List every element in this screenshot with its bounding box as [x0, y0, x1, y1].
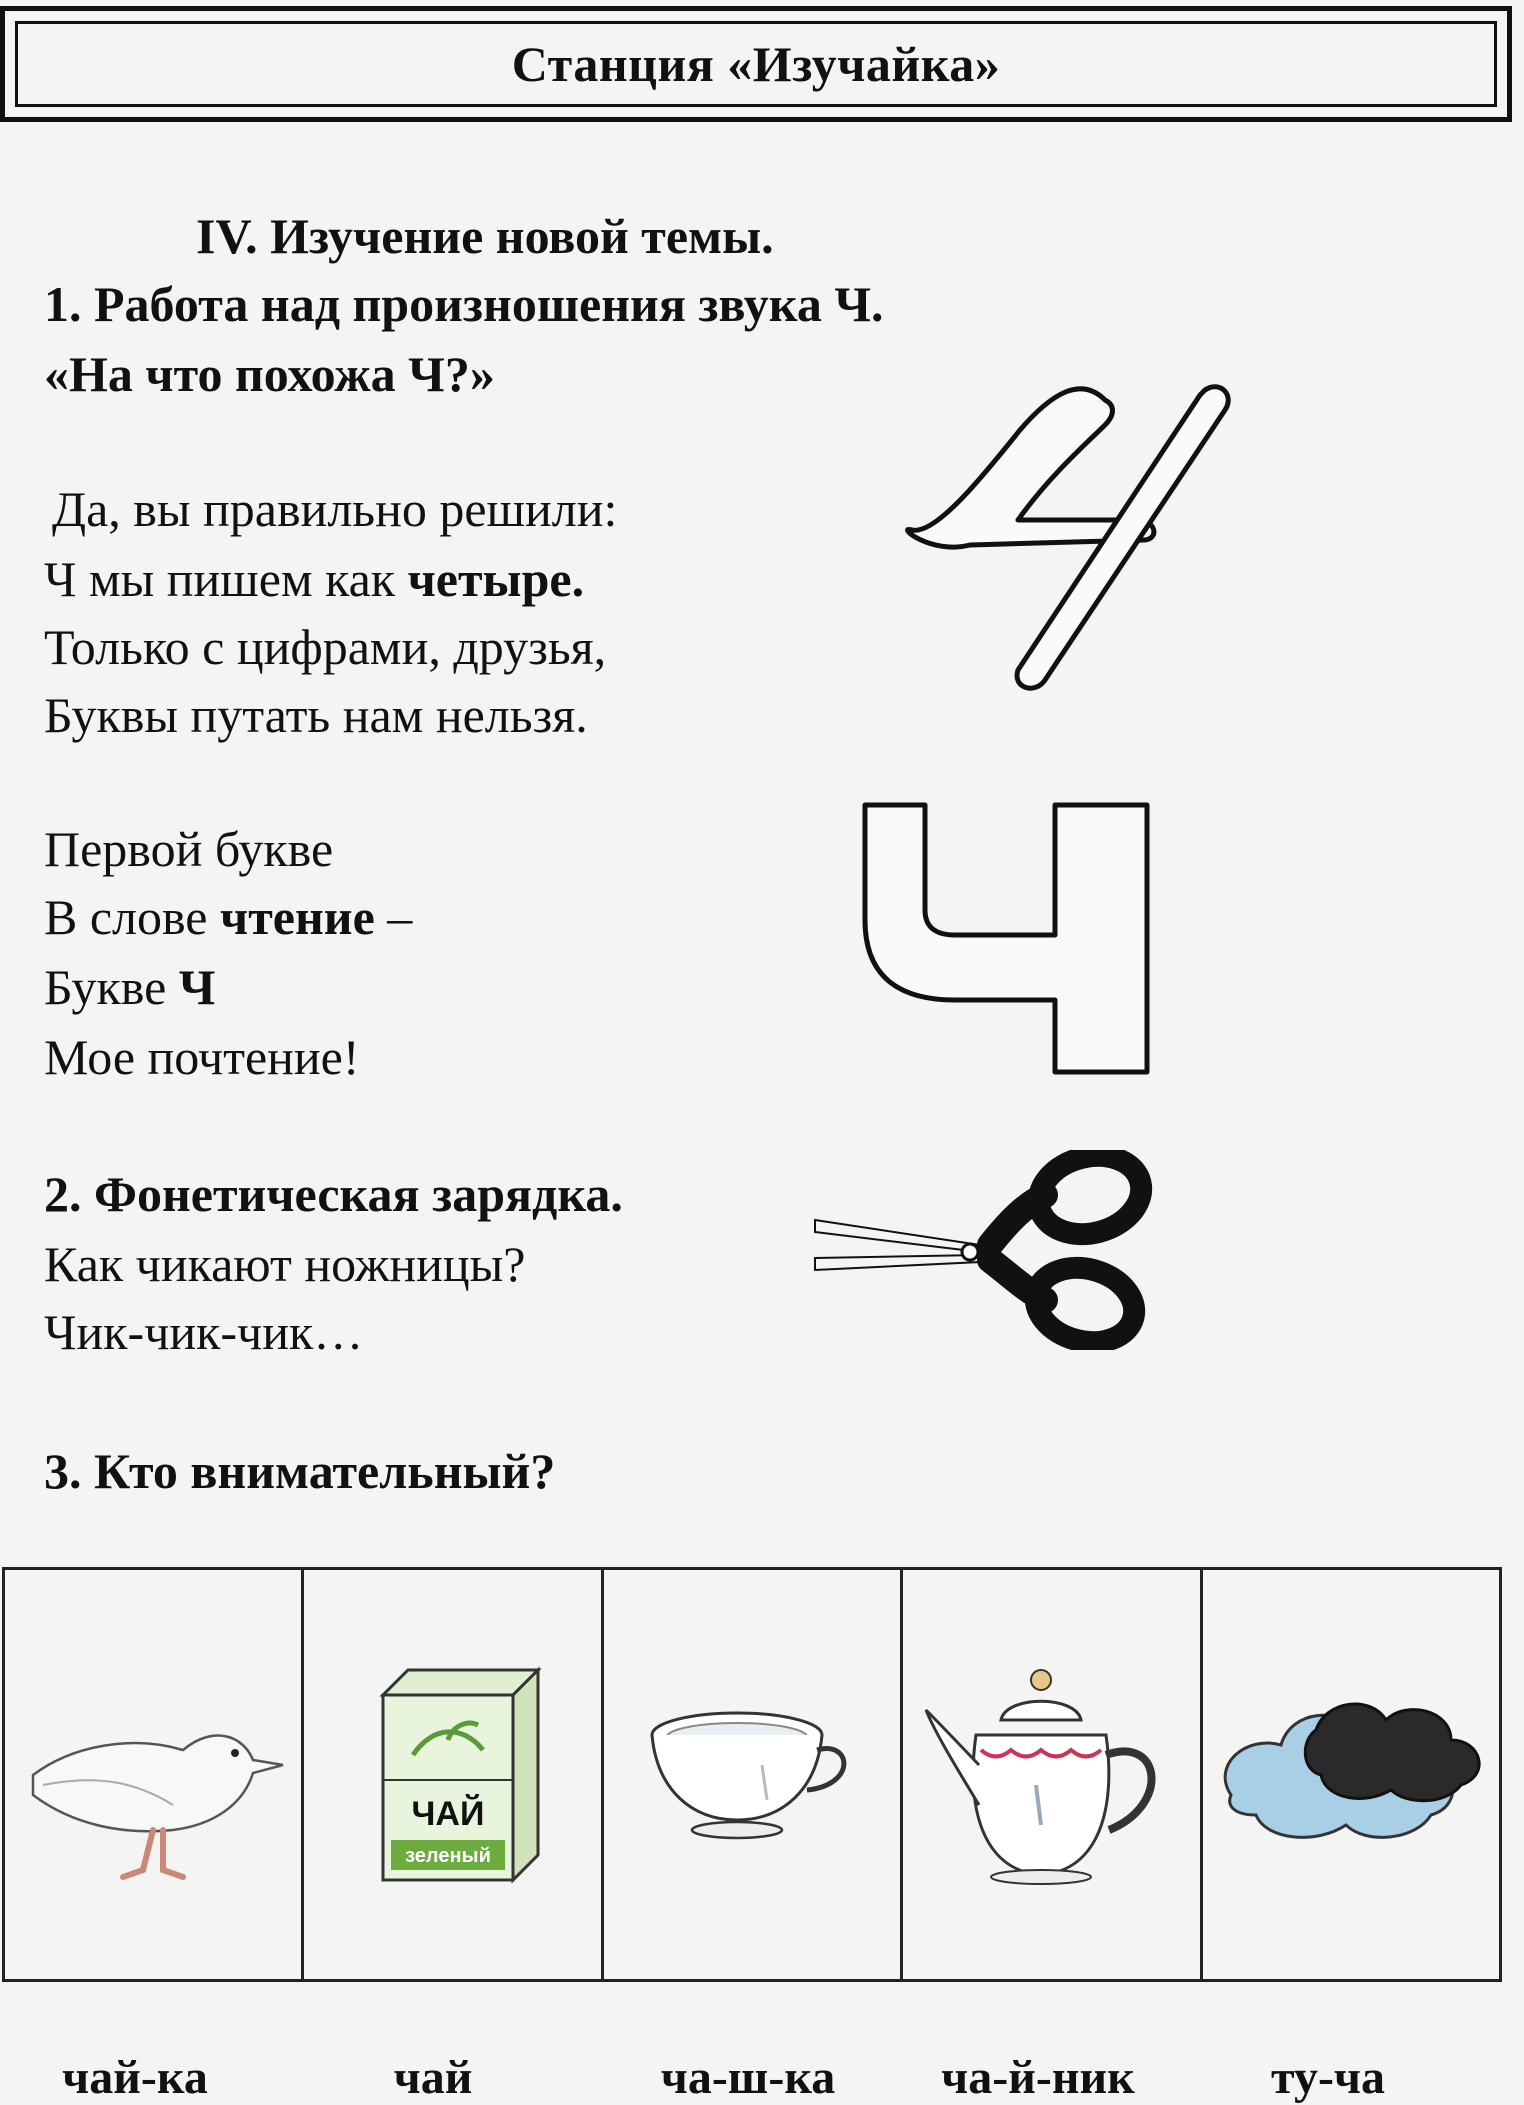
teapot-icon — [921, 1655, 1181, 1895]
handwritten-che-icon — [900, 370, 1240, 700]
caption-cup: ча-ш-ка — [660, 2051, 836, 2104]
scissors-icon — [810, 1150, 1190, 1350]
poem1-line2-bold: четыре. — [407, 551, 585, 607]
caption-teapot: ча-й-ник — [941, 2051, 1135, 2104]
task2-title: 2. Фонетическая зарядка. — [44, 1166, 623, 1222]
poem2-line1: Первой букве — [44, 821, 334, 877]
caption-tea: чай — [393, 2051, 473, 2104]
seagull-icon — [13, 1665, 293, 1885]
header-frame — [0, 6, 1512, 122]
task2-answer: Чик-чик-чик… — [44, 1304, 364, 1360]
tea-box-label: ЧАЙ — [411, 1794, 485, 1833]
task1-question: «На что похожа Ч?» — [44, 346, 495, 402]
picture-cell-seagull — [5, 1570, 304, 1979]
picture-cell-cloud — [1203, 1570, 1499, 1979]
poem1-line2-text: Ч мы пишем как — [44, 551, 408, 607]
poem2-line4: Мое почтение! — [44, 1029, 360, 1085]
poem1-line2 — [44, 550, 584, 608]
caption-cloud: ту-ча — [1271, 2051, 1385, 2104]
poem1-line3: Только с цифрами, друзья, — [44, 619, 607, 675]
block-che-icon — [855, 800, 1155, 1080]
picture-table — [2, 1567, 1502, 1982]
tea-box-icon — [353, 1655, 553, 1895]
poem2-line2 — [44, 888, 412, 946]
section-heading: IV. Изучение новой темы. — [196, 208, 774, 264]
poem2-line3-text: Букве — [44, 959, 179, 1015]
tea-box-sublabel: зеленый — [404, 1844, 491, 1867]
picture-cell-tea-box — [304, 1570, 603, 1979]
poem2-line3 — [44, 958, 215, 1016]
page-title: Станция «Изучайка» — [511, 36, 1001, 92]
cloud-icon — [1206, 1675, 1496, 1875]
caption-seagull: чай-ка — [62, 2051, 208, 2104]
picture-cell-teapot — [903, 1570, 1202, 1979]
task2-question: Как чикают ножницы? — [44, 1236, 526, 1292]
poem1-line1: Да, вы правильно решили: — [52, 481, 618, 537]
poem2-line2-tail: – — [374, 889, 413, 945]
poem2-line3-bold: Ч — [178, 959, 216, 1015]
poem1-line4: Буквы путать нам нельзя. — [44, 687, 588, 743]
task3-title: 3. Кто внимательный? — [44, 1443, 556, 1499]
cup-icon — [642, 1695, 862, 1855]
picture-cell-cup — [604, 1570, 903, 1979]
header-inner-frame — [15, 21, 1497, 107]
poem2-line2-bold: чтение — [220, 889, 375, 945]
task1-title: 1. Работа над произношения звука Ч. — [44, 276, 884, 332]
poem2-line2-text: В слове — [44, 889, 221, 945]
